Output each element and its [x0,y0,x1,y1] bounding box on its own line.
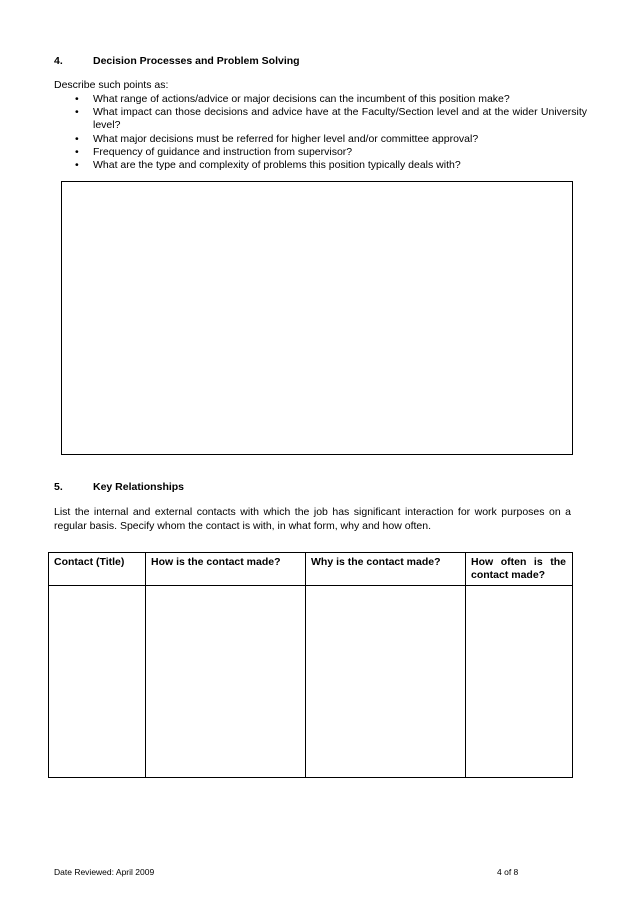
header-contact-title: Contact (Title) [49,553,146,586]
section-4-title: Decision Processes and Problem Solving [93,55,300,67]
footer-date-reviewed: Date Reviewed: April 2009 [54,867,155,877]
table-header-row [49,553,573,586]
section-5-number: 5. [54,481,63,493]
section-4-intro: Describe such points as: [54,79,169,91]
bullet-item: • What impact can those decisions and advice have at the Faculty/Section level and at the wider University level? [75,106,587,132]
section-4-bullet-list [75,93,587,172]
cell-contact-title[interactable] [49,586,146,778]
cell-how-contact-made[interactable] [146,586,306,778]
bullet-item: • Frequency of guidance and instruction from supervisor? [75,146,587,159]
section-4-number: 4. [54,55,63,67]
bullet-item: • What range of actions/advice or major decisions can the incumbent of this position make? [75,93,587,106]
footer-page-number: 4 of 8 [497,867,519,877]
bullet-item: • What major decisions must be referred for higher level and/or committee approval? [75,133,587,146]
section-4-heading [54,55,300,67]
cell-how-often[interactable] [466,586,573,778]
section-5-title: Key Relationships [93,481,185,493]
header-how-contact-made: How is the contact made? [146,553,306,586]
section-5-description: List the internal and external contacts with which the job has significant interaction for work purposes on a regular basis. Specify whom the contact is with, in what form, why and how often. [54,506,571,532]
section-5-heading [54,481,185,493]
header-how-often-contact-made: How often is the contact made? [466,553,573,586]
key-relationships-table [48,552,573,778]
header-why-contact-made: Why is the contact made? [306,553,466,586]
table-row [49,586,573,778]
decision-response-box[interactable] [61,181,573,455]
cell-why-contact-made[interactable] [306,586,466,778]
bullet-item: • What are the type and complexity of problems this position typically deals with? [75,159,587,172]
